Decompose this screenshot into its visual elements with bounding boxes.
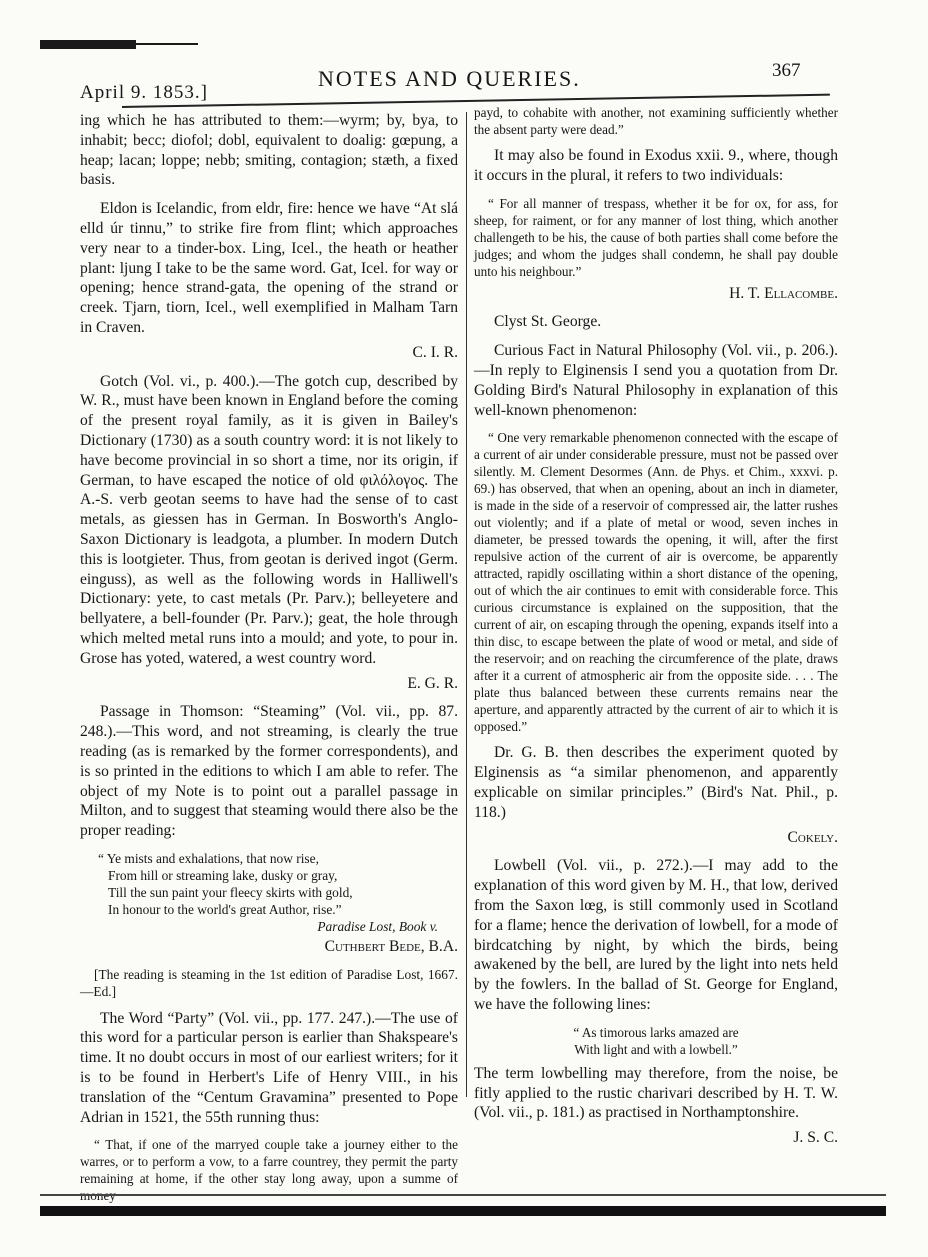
paragraph-eldon: Eldon is Icelandic, from eldr, fire: hence we have “At slá elld úr tinnu,” to strike fire from flint; which approaches very near to a tinder-box. Ling, Icel., the heath or heather plant: ljung I take to be the same word. Gat, Icel. for way or opening; hence strand-gata, the opening of the strand or creek. Tjarn, tiorn, Icel., well exemplified in Malham Tarn in Craven. <box>80 200 458 336</box>
right-column <box>474 104 838 1157</box>
paragraph-gotch: Gotch (Vol. vi., p. 400.).—The gotch cup, described by W. R., must have been known in England before the coming of the present royal family, as it is given in Bailey's Dictionary (1730) as a south country word: it is not likely to have become provincial in so short a time, nor its origin, if German, to have escaped the notice of old φιλόλογος. The A.-S. verb geotan seems to have had the sense of to cast metals, as giessen has in German. In Bosworth's Anglo-Saxon Dictionary is leadgota, a plumber. In modern Dutch this is lootgieter. Thus, from geotan is derived ingot (Germ. einguss), as well as the following words in Halliwell's Dictionary: yete, to cast metals (Pr. Parv.); belleyetere and bellyatere, a bell-founder (Pr. Parv.); geat, the hole through which melted metal runs into a mould; and yote, to pour in. Grose has yoted, watered, a west country word. <box>80 372 458 667</box>
verse-line: “ Ye mists and exhalations, that now rise, <box>98 850 319 866</box>
editor-note: [The reading is steaming in the 1st edition of Paradise Lost, 1667.—Ed.] <box>80 966 458 999</box>
signature-cir: C. I. R. <box>412 343 458 361</box>
signature-cokely: Cokely. <box>787 828 838 846</box>
paragraph-word-party: The Word “Party” (Vol. vii., pp. 177. 247.).—The use of this word for a particular person is earlier than Shakspeare's time. It no doubt occurs in most of our earliest writers; for it is to be found in Herbert's Life of Henry VIII., in his translation of the “Centum Gravamina” presented to Pope Adrian in 1521, the 55th running thus: <box>80 1009 458 1126</box>
paragraph-dr-gb: Dr. G. B. then describes the experiment quoted by Elginensis as “a similar phenomenon, and apparently explicable on similar principles.” (Bird's Nat. Phil., p. 118.) <box>474 744 838 821</box>
quote-continuation: payd, to cohabite with another, not examining sufficiently whether the absent party were dead.” <box>474 105 838 137</box>
verse-line: From hill or streaming lake, dusky or gray, <box>108 867 338 883</box>
quote-exodus: “ For all manner of trespass, whether it be for ox, for ass, for sheep, for raiment, or for any manner of lost thing, which another challengeth to be his, the cause of both parties shall come before the judges; and whom the judges shall condemn, he shall pay double unto his neighbour.” <box>474 195 838 279</box>
header-date: April 9. 1853.] <box>80 82 208 103</box>
place-clyst: Clyst St. George. <box>494 313 602 331</box>
signature-jsc: J. S. C. <box>793 1129 838 1147</box>
milton-verse <box>98 850 458 935</box>
top-ornament-bar <box>40 40 136 49</box>
paragraph-lowbelling: The term lowbelling may therefore, from the noise, be fitly applied to the rustic charivari described by H. T. W. (Vol. vii., p. 181.) as practised in Northamptonshire. <box>474 1064 838 1122</box>
signature-ellacombe: H. T. Ellacombe. <box>729 284 838 302</box>
paragraph-lowbell: Lowbell (Vol. vii., p. 272.).—I may add to the explanation of this word given by M. H., that low, derived from the Saxon lœg, is still commonly used in Scotland for a flame; hence the derivation of lowbell, for a mode of birdcatching by night, by which the birds, being awakened by the bell, are lured by the light into nets held by the fowlers. In the ballad of St. George for England, we have the following lines: <box>474 857 838 1013</box>
quote-bird: “ One very remarkable phenomenon connected with the escape of a current of air under considerable pressure, must not be passed over silently. M. Clement Desormes (Ann. de Phys. et Chim., xxxvi. p. 69.) has observed, that when an opening, about an inch in diameter, is made in the side of a reservoir of compressed air, the latter rushes out violently; and if a plate of metal or wood, seven inches in diameter, be pressed towards the opening, it will, after the first repulsive action of the current of air is overcome, be apparently attracted, rapidly oscillating within a short distance of the opening, out of which the air continues to emit with considerable force. This curious circumstance is explained on the supposition, that the current of air, on escaping through the opening, expands itself into a thin disc, to escape between the plate of wood or metal, and side of the reservoir; and on reaching the circumference of the plate, draws after it a current of atmospheric air from the opposite side. . . . The plate thus balanced between these currents remains near the aperture, and apparently attracted by the current of air to which it is opposed.” <box>474 430 838 735</box>
page-number: 367 <box>772 60 801 81</box>
ballad-quote <box>474 1024 838 1058</box>
ballad-line: With light and with a lowbell.” <box>574 1041 738 1057</box>
bottom-thick-rule <box>40 1206 886 1216</box>
column-divider <box>466 112 467 1097</box>
paragraph-exodus: It may also be found in Exodus xxii. 9., where, though it occurs in the plural, it refers to two individuals: <box>474 147 838 184</box>
signature-cuthbert-bede: Cuthbert Bede, B.A. <box>324 937 458 955</box>
signature-egr: E. G. R. <box>407 674 458 692</box>
paragraph-continuation: ing which he has attributed to them:—wyrm; by, bya, to inhabit; becc; diofol; dobl, equivalent to doalig: gœpung, a heap; lacan; loppe; nebb; smiting, contagion; stæth, a fixed basis. <box>80 112 458 189</box>
verse-source: Paradise Lost, Book v. <box>317 918 438 934</box>
paragraph-curious-fact: Curious Fact in Natural Philosophy (Vol. vii., p. 206.).—In reply to Elginensis I send you a quotation from Dr. Golding Bird's Natural Philosophy in explanation of this well-known phenomenon: <box>474 342 838 419</box>
verse-line: In honour to the world's great Author, rise.” <box>108 901 342 917</box>
verse-line: Till the sun paint your fleecy skirts with gold, <box>108 884 353 900</box>
ballad-line: “ As timorous larks amazed are <box>573 1024 739 1040</box>
bottom-thin-rule <box>40 1194 886 1196</box>
left-column <box>80 112 458 1212</box>
quote-herbert: “ That, if one of the marryed couple take a journey either to the warres, or to perform a vow, to a farre countrey, they permit the party remaining at home, if the other stay long away, upon a summe of <box>80 1137 458 1187</box>
paragraph-thomson: Passage in Thomson: “Steaming” (Vol. vii., pp. 87. 248.).—This word, and not streaming, is clearly the true reading (as is remarked by the former correspondents), and is so printed in the editions to which I am able to refer. The object of my Note is to point out a parallel passage in Milton, and to suggest that steaming would there also be the proper reading: <box>80 703 458 840</box>
header-title: NOTES AND QUERIES. <box>318 66 581 91</box>
